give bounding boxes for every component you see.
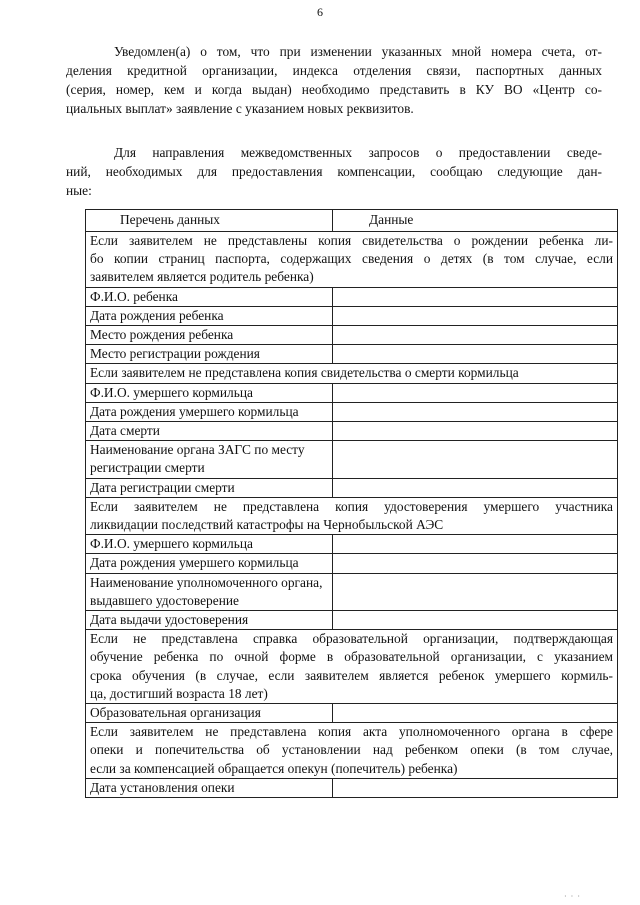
field-row	[86, 345, 618, 364]
field-value-cell[interactable]	[333, 287, 618, 306]
data-table	[85, 209, 618, 798]
field-label: Ф.И.О. умершего кормильца	[86, 535, 333, 554]
text-line: ца, достигший возраста 18 лет)	[90, 685, 268, 701]
field-label: Дата рождения ребенка	[86, 306, 333, 325]
section-row	[86, 630, 618, 704]
field-label: Дата установления опеки	[86, 778, 333, 797]
field-row	[86, 422, 618, 441]
field-row	[86, 611, 618, 630]
field-value-cell[interactable]	[333, 441, 618, 478]
field-row	[86, 306, 618, 325]
field-value-cell[interactable]	[333, 345, 618, 364]
field-value-cell[interactable]	[333, 778, 618, 797]
field-row	[86, 704, 618, 723]
text-line: ные:	[66, 183, 92, 198]
page-number: 6	[317, 5, 323, 19]
header-data-values: Данные	[333, 210, 618, 232]
text-line: Уведомлен(а) о том, что при изменении указанных мной номера счета, от-	[114, 44, 602, 59]
field-label: Дата рождения умершего кормильца	[86, 402, 333, 421]
text-line: заявителем является родитель ребенка)	[90, 269, 314, 285]
notice-paragraph	[66, 42, 602, 118]
field-row	[86, 287, 618, 306]
field-value-cell[interactable]	[333, 554, 618, 573]
field-label: Дата рождения умершего кормильца	[86, 554, 333, 573]
field-value-cell[interactable]	[333, 611, 618, 630]
text-line: ний, необходимых для предоставления компенсации, сообщаю следующие дан-	[66, 164, 602, 179]
field-label: Ф.И.О. умершего кормильца	[86, 383, 333, 402]
text-line: Если заявителем не представлены копия свидетельства о рождении ребенка ли-	[90, 233, 613, 248]
section-row	[86, 232, 618, 288]
text-line: (серия, номер, кем и когда выдан) необходимо представить в КУ ВО «Центр со-	[66, 82, 602, 97]
field-label: Дата выдачи удостоверения	[86, 611, 333, 630]
text-line: обучение ребенка по очной форме в образовательной организации, с указанием	[90, 649, 613, 665]
field-label: Наименование уполномоченного органа, выдавшего удостоверение	[86, 573, 333, 610]
field-value-cell[interactable]	[333, 306, 618, 325]
text-line: Для направления межведомственных запросов о предоставлении сведе-	[114, 145, 602, 160]
text-line: бо копии страниц паспорта, содержащих сведения о детях (в том случае, если	[90, 251, 613, 267]
field-row	[86, 478, 618, 497]
text-line: циальных выплат» заявление с указанием новых реквизитов.	[66, 101, 414, 116]
field-row	[86, 383, 618, 402]
field-value-cell[interactable]	[333, 326, 618, 345]
scan-mark: · · ·	[564, 892, 581, 901]
text-line: срока обучения (в случае, если заявителем является ребенок умершего кормиль-	[90, 667, 613, 683]
field-row	[86, 326, 618, 345]
field-value-cell[interactable]	[333, 422, 618, 441]
field-value-cell[interactable]	[333, 573, 618, 610]
text-line: Если заявителем не представлена копия удостоверения умершего участника	[90, 498, 613, 514]
field-label: Ф.И.О. ребенка	[86, 287, 333, 306]
field-value-cell[interactable]	[333, 383, 618, 402]
field-value-cell[interactable]	[333, 704, 618, 723]
field-label: Дата смерти	[86, 422, 333, 441]
section-title: Если заявителем не представлена копия свидетельства о смерти кормильца	[86, 364, 618, 383]
field-label: Место регистрации рождения	[86, 345, 333, 364]
table-header-row	[86, 210, 618, 232]
section-title	[86, 497, 618, 534]
field-row	[86, 402, 618, 421]
field-row	[86, 778, 618, 797]
field-value-cell[interactable]	[333, 402, 618, 421]
text-line: Если заявителем не представлена копия акта уполномоченного органа в сфере	[90, 724, 613, 740]
field-row	[86, 441, 618, 478]
request-paragraph	[66, 143, 602, 200]
field-row	[86, 573, 618, 610]
text-line: деления кредитной организации, индекса отделения связи, паспортных данных	[66, 63, 602, 78]
text-line: Если не представлена справка образовательной организации, подтверждающая	[90, 631, 613, 647]
section-title	[86, 723, 618, 779]
header-data-list: Перечень данных	[86, 210, 333, 232]
field-row	[86, 554, 618, 573]
field-label: Дата регистрации смерти	[86, 478, 333, 497]
field-row	[86, 535, 618, 554]
field-label: Место рождения ребенка	[86, 326, 333, 345]
field-label: Наименование органа ЗАГС по месту регистрации смерти	[86, 441, 333, 478]
field-value-cell[interactable]	[333, 478, 618, 497]
section-row	[86, 497, 618, 534]
section-row	[86, 723, 618, 779]
section-title	[86, 232, 618, 288]
section-row	[86, 364, 618, 383]
text-line: ликвидации последствий катастрофы на Чернобыльской АЭС	[90, 517, 444, 533]
text-line: опеки и попечительства об установлении над ребенком опеки (в том случае,	[90, 742, 613, 758]
field-value-cell[interactable]	[333, 535, 618, 554]
section-title	[86, 630, 618, 704]
field-label: Образовательная организация	[86, 704, 333, 723]
text-line: если за компенсацией обращается опекун (попечитель) ребенка)	[90, 760, 458, 776]
